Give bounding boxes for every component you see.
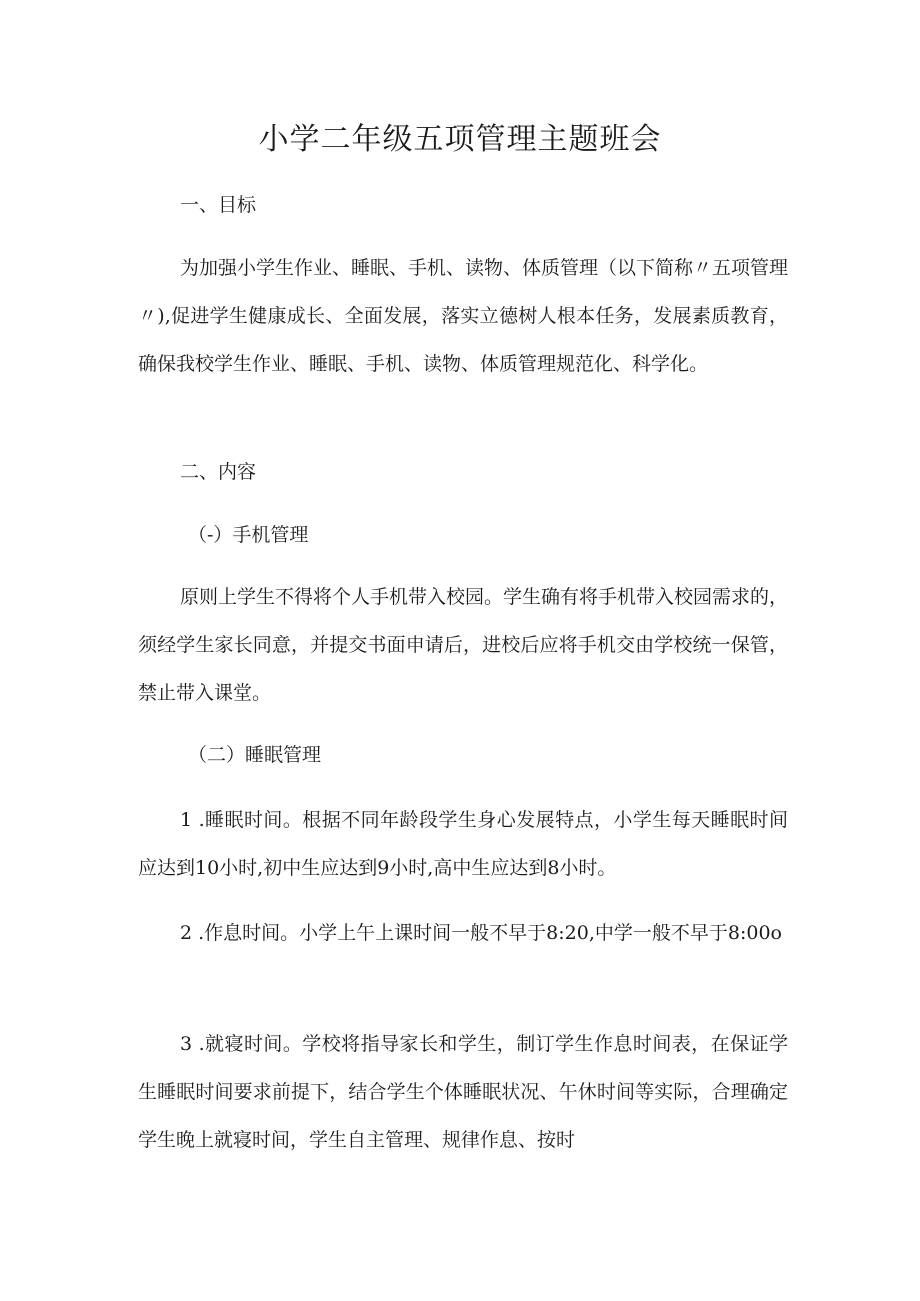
goal-paragraph: 为加强小学生作业、睡眠、手机、读物、体质管理（以下简称〃五项管理〃),促进学生健康成长、全面发展，落实立德树人根本任务，发展素质教育，确保我校学生作业、睡眠、手机、读物、体质管理规范化、科学化。 (138, 257, 789, 375)
subsection-heading-sleep: （二）睡眠管理 (188, 744, 322, 766)
sleep-item-1: 1 .睡眠时间。根据不同年龄段学生身心发展特点，小学生每天睡眠时间应达到10小时,初中生应达到9小时,高中生应达到8小时。 (138, 809, 788, 879)
section-heading-content: 二、内容 (180, 461, 257, 483)
phone-paragraph: 原则上学生不得将个人手机带入校园。学生确有将手机带入校园需求的，须经学生家长同意，并提交书面申请后，进校后应将手机交由学校统一保管，禁止带入课堂。 (138, 586, 789, 704)
subsection-heading-phone: （-）手机管理 (188, 524, 309, 546)
sleep-item-2: 2 .作息时间。小学上午上课时间一般不早于8:20,中学一般不早于8:00o (180, 922, 782, 944)
sleep-item-3: 3 .就寝时间。学校将指导家长和学生，制订学生作息时间表，在保证学生睡眠时间要求前提下，结合学生个体睡眠状况、午休时间等实际，合理确定学生晚上就寝时间，学生自主管理、规律作息、按时 (138, 1033, 788, 1151)
section-heading-goal: 一、目标 (180, 194, 257, 216)
document-title: 小学二年级五项管理主题班会 (258, 122, 662, 157)
